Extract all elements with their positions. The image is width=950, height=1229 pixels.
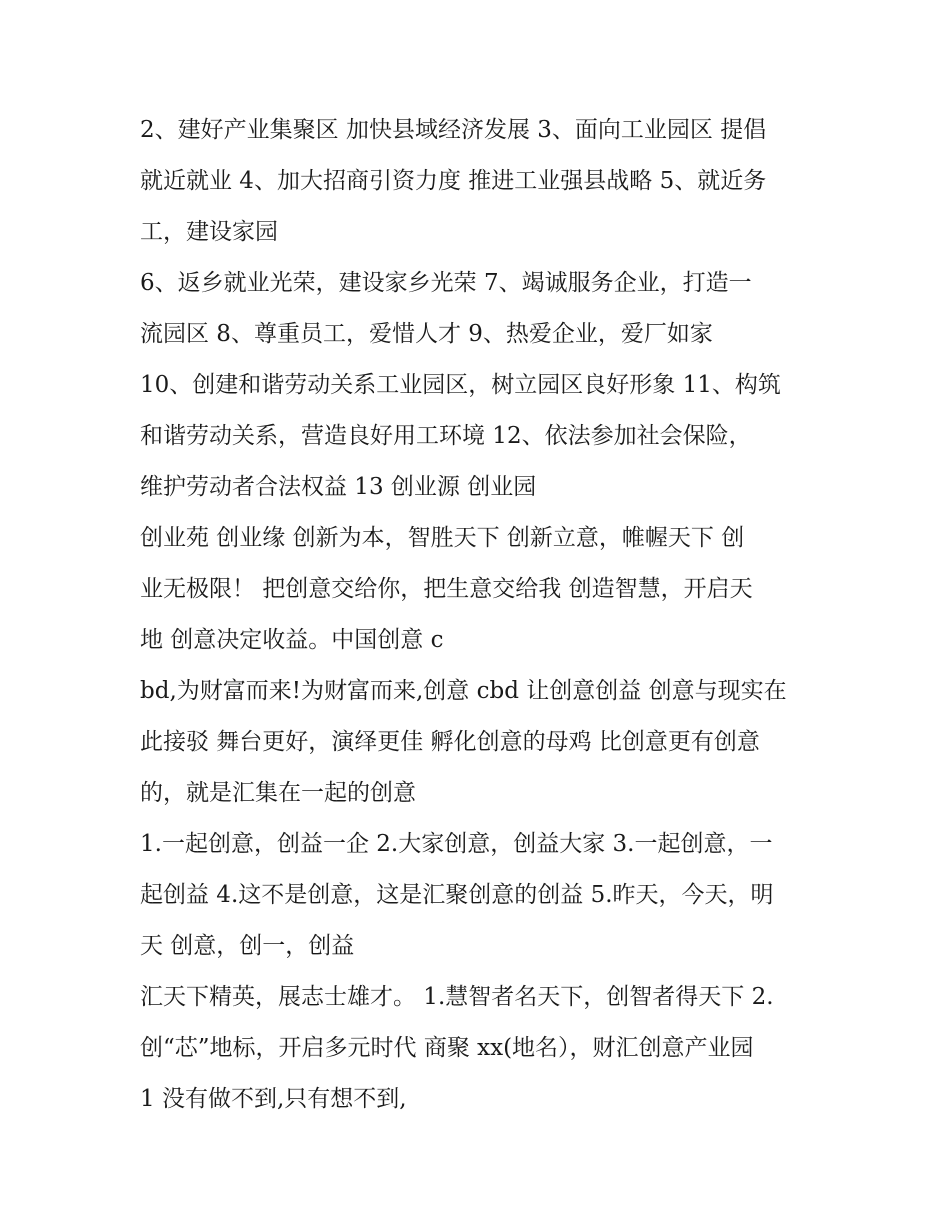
text-line: 起创益 4.这不是创意，这是汇聚创意的创益 5.昨天，今天，明 [140,882,774,908]
text-line: 业无极限！ 把创意交给你，把生意交给我 创造智慧，开启天 [140,576,753,602]
text-line: 1.一起创意，创益一企 2.大家创意，创益大家 3.一起创意，一 [140,831,773,857]
text-line: 创“芯”地标，开启多元时代 商聚 xx(地名），财汇创意产业园 [140,1035,754,1061]
text-line: 1 没有做不到,只有想不到, [140,1086,407,1112]
text-line: 就近就业 4、加大招商引资力度 推进工业强县战略 5、就近务 [140,168,767,194]
text-line: 的，就是汇集在一起的创意 [140,780,416,806]
text-line: 工，建设家园 [140,219,278,245]
text-line: 创业苑 创业缘 创新为本，智胜天下 创新立意，帷幄天下 创 [140,525,745,551]
text-line: 和谐劳动关系，营造良好用工环境 12、依法参加社会保险， [140,423,752,449]
text-line: 10、创建和谐劳动关系工业园区，树立园区良好形象 11、构筑 [140,372,781,398]
text-line: 流园区 8、尊重员工，爱惜人才 9、热爱企业，爱厂如家 [140,321,713,347]
text-line: 地 创意决定收益。中国创意 c [140,627,444,653]
text-line: 天 创意，创一，创益 [140,933,355,959]
document-page [140,105,820,1125]
text-line: 汇天下精英，展志士雄才。 1.慧智者名天下，创智者得天下 2. [140,984,774,1010]
text-line: bd,为财富而来!为财富而来,创意 cbd 让创意创益 创意与现实在 [140,678,787,704]
text-line: 此接驳 舞台更好，演绎更佳 孵化创意的母鸡 比创意更有创意 [140,729,760,755]
text-line: 2、建好产业集聚区 加快县域经济发展 3、面向工业园区 提倡 [140,117,767,143]
text-line: 维护劳动者合法权益 13 创业源 创业园 [140,474,537,500]
text-line: 6、返乡就业光荣，建设家乡光荣 7、竭诚服务企业，打造一 [140,270,752,296]
